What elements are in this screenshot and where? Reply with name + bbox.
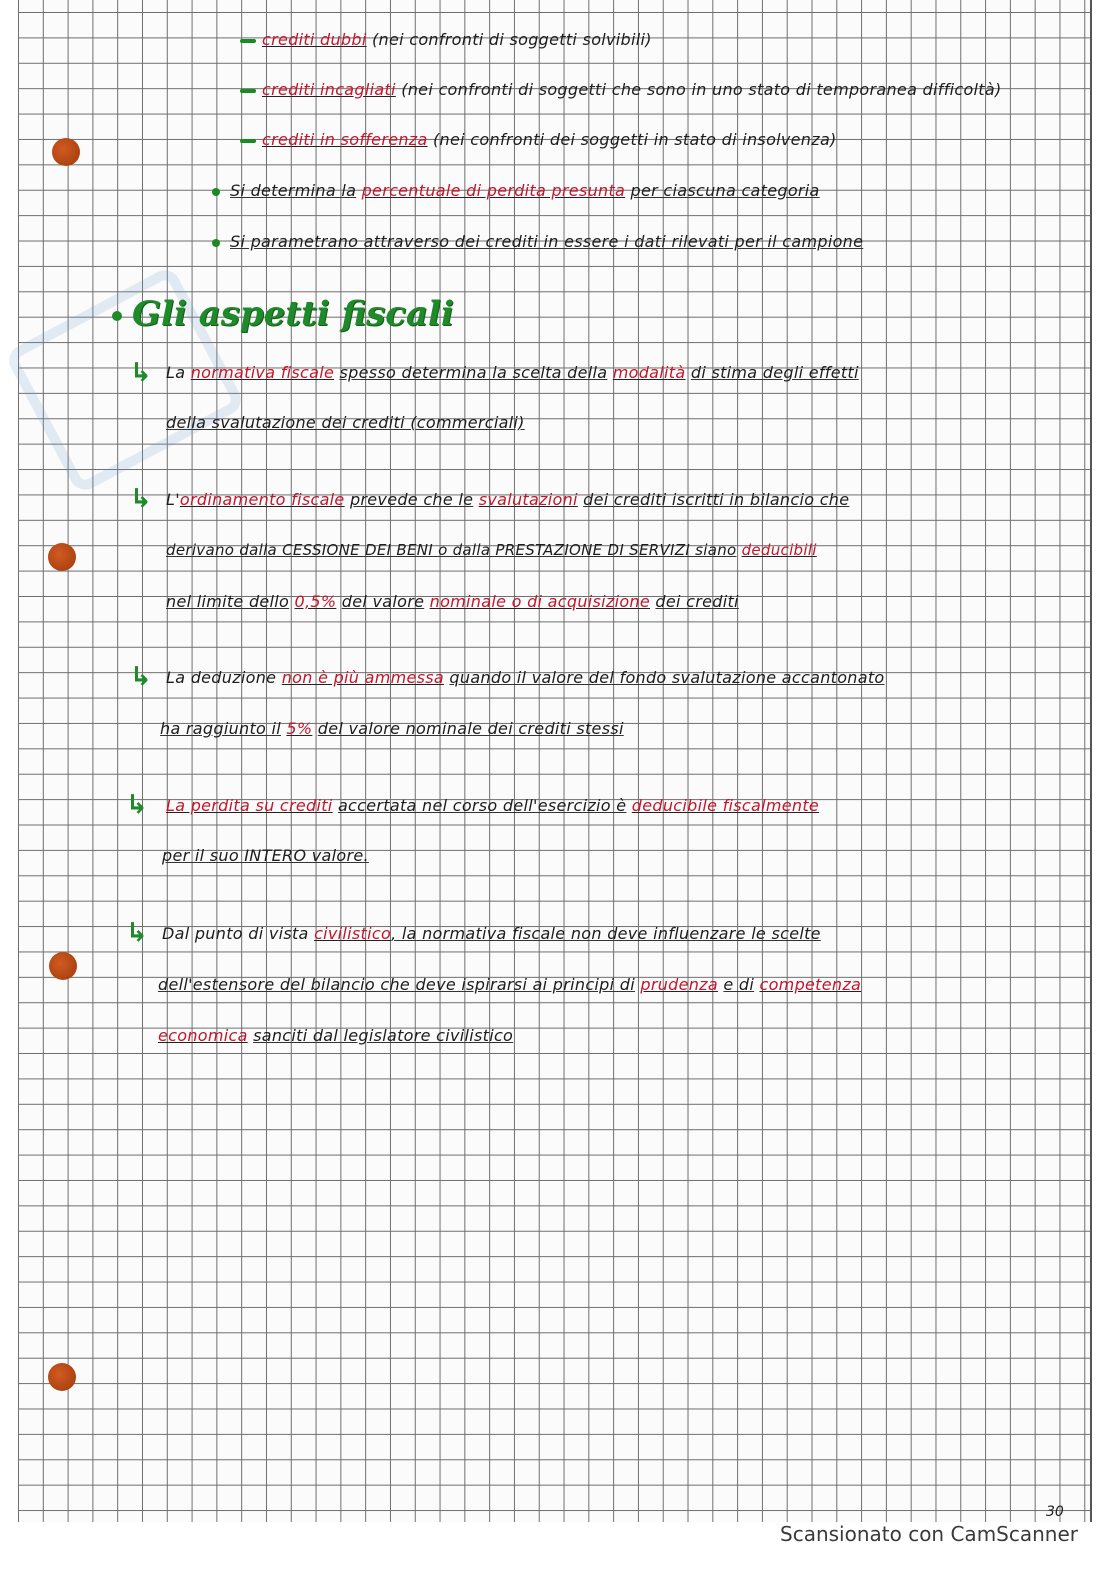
- arrow-bullet-icon: ↳: [130, 484, 152, 514]
- binder-hole: [48, 1363, 76, 1391]
- bullet-item: Si determina la percentuale di perdita presunta per ciascuna categoria: [212, 181, 820, 200]
- paragraph-line: Dal punto di vista civilistico, la normativa fiscale non deve influenzare le scelte: [162, 924, 821, 943]
- paragraph-line: della svalutazione dei crediti (commerciali): [166, 413, 525, 432]
- arrow-bullet-icon: ↳: [126, 918, 148, 948]
- paragraph-line: La perdita su crediti accertata nel corso dell'esercizio è deducibile fiscalmente: [166, 796, 820, 815]
- paragraph-line: economica sanciti dal legislatore civilistico: [158, 1026, 514, 1045]
- dash-bullet-icon: [240, 39, 256, 43]
- page-number: 30: [1046, 1504, 1064, 1520]
- arrow-bullet-icon: ↳: [126, 790, 148, 820]
- credit-category: crediti incagliati: [262, 80, 396, 99]
- paragraph-line: La deduzione non è più ammessa quando il valore del fondo svalutazione accantonato: [166, 668, 885, 687]
- paragraph-line: La normativa fiscale spesso determina la scelta della modalità di stima degli effetti: [166, 363, 859, 382]
- scanner-footer: [0, 1522, 1116, 1579]
- list-item: [240, 80, 1002, 99]
- section-title: Gli aspetti fiscali: [112, 294, 454, 334]
- dot-bullet-icon: [212, 239, 220, 247]
- credit-description: (nei confronti di soggetti solvibili): [371, 30, 652, 49]
- dash-bullet-icon: [240, 139, 256, 143]
- binder-hole: [48, 543, 76, 571]
- credit-description: (nei confronti dei soggetti in stato di insolvenza): [433, 130, 837, 149]
- paragraph-line: nel limite dello 0,5% del valore nominale o di acquisizione dei crediti: [166, 592, 739, 611]
- list-item: [240, 130, 837, 149]
- credit-description: (nei confronti di soggetti che sono in uno stato di temporanea difficoltà): [401, 80, 1002, 99]
- list-item: [240, 30, 652, 49]
- bullet-item: Si parametrano attraverso dei crediti in essere i dati rilevati per il campione: [212, 232, 863, 251]
- dot-bullet-icon: [212, 188, 220, 196]
- paragraph-line: per il suo INTERO valore.: [162, 846, 369, 865]
- dash-bullet-icon: [240, 89, 256, 93]
- scanner-credit: Scansionato con CamScanner: [780, 1522, 1078, 1546]
- arrow-bullet-icon: ↳: [130, 358, 152, 388]
- arrow-bullet-icon: ↳: [130, 662, 152, 692]
- heading-bullet-icon: [112, 311, 122, 321]
- paragraph-line: ha raggiunto il 5% del valore nominale dei crediti stessi: [160, 719, 624, 738]
- credit-category: crediti in sofferenza: [262, 130, 428, 149]
- paragraph-line: derivano dalla CESSIONE DEI BENI o dalla PRESTAZIONE DI SERVIZI siano deducibili: [166, 541, 817, 559]
- credit-category: crediti dubbi: [262, 30, 367, 49]
- paragraph-line: dell'estensore del bilancio che deve ispirarsi ai principi di prudenza e di competenza: [158, 975, 862, 994]
- binder-hole: [49, 952, 77, 980]
- paragraph-line: L'ordinamento fiscale prevede che le svalutazioni dei crediti iscritti in bilancio che: [166, 490, 850, 509]
- binder-hole: [52, 138, 80, 166]
- grid-paper-sheet: [18, 0, 1092, 1522]
